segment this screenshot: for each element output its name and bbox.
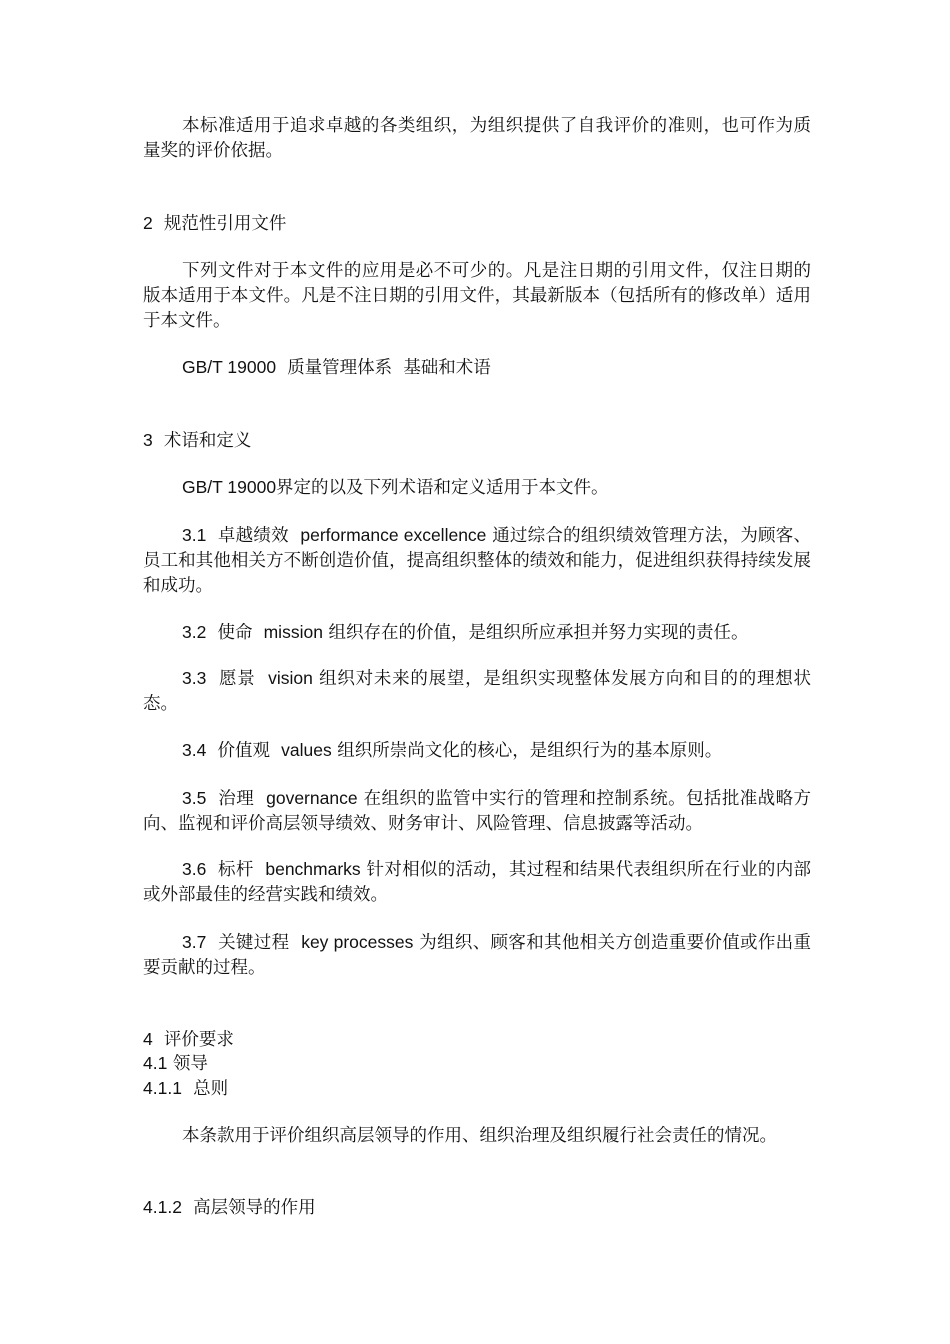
term-zh: 愿景 <box>218 669 256 689</box>
section-4-1-1-heading <box>143 1076 228 1101</box>
term-number: 3.7 <box>182 932 207 952</box>
section-title: 规范性引用文件 <box>163 214 287 234</box>
section-title: 高层领导的作用 <box>193 1198 316 1218</box>
term-3-5 <box>143 786 811 837</box>
section-4-1-heading <box>143 1051 208 1076</box>
term-number: 3.5 <box>182 788 207 808</box>
term-en: performance excellence <box>300 525 487 545</box>
section-title: 领导 <box>172 1054 208 1074</box>
section-number: 2 <box>143 213 153 233</box>
section-2-heading <box>143 211 286 236</box>
term-number: 3.3 <box>182 668 207 688</box>
section-title: 术语和定义 <box>163 431 252 451</box>
term-3-2 <box>143 620 811 646</box>
term-zh: 关键过程 <box>218 933 290 953</box>
term-zh: 卓越绩效 <box>217 526 289 546</box>
term-en: key processes <box>301 932 414 952</box>
term-3-6 <box>143 857 811 908</box>
normative-references-paragraph: 下列文件对于本文件的应用是必不可少的。凡是注日期的引用文件，仅注日期的版本适用于本文件。凡是不注日期的引用文件，其最新版本（包括所有的修改单）适用于本文件。 <box>143 261 811 331</box>
term-number: 3.4 <box>182 740 207 760</box>
term-definition: 组织对未来的展望，是组织实现整体发展方向和目的的理想状态。 <box>143 669 811 714</box>
reference-entry <box>182 355 491 380</box>
term-en: mission <box>263 622 323 642</box>
scope-paragraph: 本标准适用于追求卓越的各类组织，为组织提供了自我评价的准则，也可作为质量奖的评价依据。 <box>143 116 811 161</box>
general-paragraph: 本条款用于评价组织高层领导的作用、组织治理及组织履行社会责任的情况。 <box>182 1126 777 1146</box>
section-4-1-2-heading <box>143 1195 316 1220</box>
section-number: 3 <box>143 430 153 450</box>
section-number: 4.1.2 <box>143 1197 182 1217</box>
term-zh: 治理 <box>218 789 255 809</box>
reference-title: 质量管理体系 基础和术语 <box>287 358 491 378</box>
term-zh: 价值观 <box>217 741 270 761</box>
section-4-heading <box>143 1027 234 1052</box>
term-3-4 <box>143 738 811 764</box>
term-definition: 组织所崇尚文化的核心，是组织行为的基本原则。 <box>337 741 723 761</box>
term-3-3 <box>143 666 811 717</box>
section-number: 4 <box>143 1029 153 1049</box>
term-number: 3.6 <box>182 859 207 879</box>
term-definition: 为组织、顾客和其他相关方创造重要价值或作出重要贡献的过程。 <box>143 933 812 978</box>
term-number: 3.1 <box>182 525 207 545</box>
term-3-7 <box>143 930 811 981</box>
section-title: 评价要求 <box>163 1030 234 1050</box>
terms-intro <box>182 475 609 500</box>
section-number: 4.1 <box>143 1053 168 1073</box>
term-en: values <box>281 740 332 760</box>
section-number: 4.1.1 <box>143 1078 182 1098</box>
term-3-1 <box>143 523 811 599</box>
term-definition: 在组织的监管中实行的管理和控制系统。包括批准战略方向、监视和评价高层领导绩效、财务审计、风险管理、信息披露等活动。 <box>143 789 812 834</box>
intro-code: GB/T 19000 <box>182 477 277 497</box>
term-en: governance <box>266 788 358 808</box>
term-zh: 使命 <box>217 623 253 643</box>
section-3-heading <box>143 428 251 453</box>
term-number: 3.2 <box>182 622 207 642</box>
term-definition: 组织存在的价值，是组织所应承担并努力实现的责任。 <box>328 623 749 643</box>
term-definition: 针对相似的活动，其过程和结果代表组织所在行业的内部或外部最佳的经营实践和绩效。 <box>143 860 812 905</box>
intro-text: 界定的以及下列术语和定义适用于本文件。 <box>276 478 609 498</box>
reference-code: GB/T 19000 <box>182 357 277 377</box>
term-en: benchmarks <box>265 859 361 879</box>
section-title: 总则 <box>193 1079 229 1099</box>
term-zh: 标杆 <box>218 860 254 880</box>
term-definition: 通过综合的组织绩效管理方法，为顾客、员工和其他相关方不断创造价值，提高组织整体的绩效和能力，促进组织获得持续发展和成功。 <box>143 526 811 596</box>
term-en: vision <box>268 668 313 688</box>
